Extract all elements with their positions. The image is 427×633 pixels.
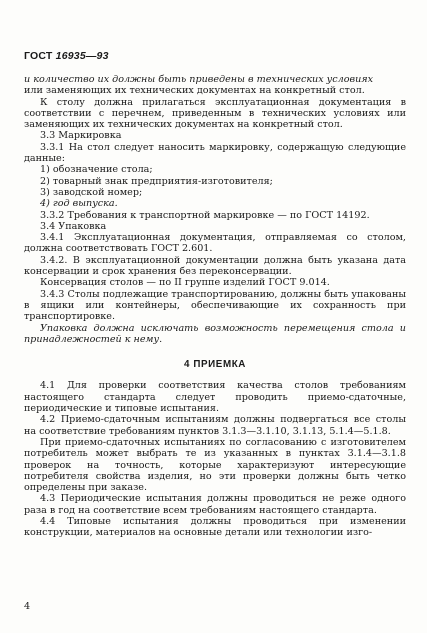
paragraph: 2) товарный знак предприятия-изготовителя; (40, 175, 273, 187)
section-3-text (24, 74, 406, 345)
paragraph: 3.4.2. В эксплуатационной документации должна быть указана дата консервации и срок хранения без переконсервации. (24, 254, 406, 278)
paragraph: 4) год выпуска. (40, 198, 118, 210)
page-header (24, 50, 109, 62)
paragraph: 3.3.1 На стол следует наносить маркировку, содержащую следующие данные: (24, 141, 406, 165)
paragraph: 3.4.1 Эксплуатационная документация, отправляемая со столом, должна соответствовать ГОСТ 2.601. (24, 232, 406, 255)
paragraph: 4.2 Приемо-сдаточным испытаниям должны подвергаться все столы на соответствие требованиям пунктов 3.1.3—3.1.10, 3.1.13, 5.1.4—5.1.8. (24, 414, 406, 437)
paragraph: Консервация столов — по II группе изделий ГОСТ 9.014. (40, 277, 330, 289)
section-title: 4 ПРИЕМКА (184, 359, 246, 371)
paragraph: 4.4 Типовые испытания должны проводиться при изменении конструкции, материалов на основные детали или технологии изго- (24, 515, 406, 539)
paragraph: 4.1 Для проверки соответствия качества столов требованиям настоящего стандарта следует проводить приемо-сдаточные, периодические и типовые испытания. (24, 380, 406, 415)
paragraph: При приемо-сдаточных испытаниях по согласованию с изготовителем потребитель может выбрать те из указанных в пунктах 3.1.4—3.1.8 проверок на точность, которые характеризуют интересующие потребителя свойства изделия, но эти проверки должны быть четко определены при заказе. (24, 436, 406, 494)
paragraph: 4.3 Периодические испытания должны проводиться не реже одного раза в год на соответствие всем требованиям настоящего стандарта. (24, 493, 406, 516)
paragraph: 3.4 Упаковка (40, 220, 107, 232)
paragraph: 3) заводской номер; (40, 186, 143, 198)
paragraph: или заменяющих их технических документах на конкретный стол. (24, 85, 365, 97)
paragraph: 3.4.3 Столы подлежащие транспортированию, должны быть упакованы в ящики или контейнеры, обеспечивающие их сохранность при транспортировке. (24, 288, 406, 323)
paragraph: 3.3.2 Требования к транспортной маркировке — по ГОСТ 14192. (40, 209, 370, 221)
page-body (24, 74, 406, 539)
header-number: 16935—93 (55, 50, 109, 62)
paragraph: 3.3 Маркировка (40, 130, 122, 142)
paragraph: 1) обозначение стола; (40, 164, 153, 176)
section-4-text (24, 380, 406, 538)
paragraph: Упаковка должна исключать возможность перемещения стола и принадлежностей к нему. (24, 322, 406, 345)
header-prefix: ГОСТ (24, 50, 53, 62)
paragraph: К столу должна прилагаться эксплуатационная документация в соответствии с перечнем, приведенным в технических условиях или заменяющих их технических документах на конкретный стол. (24, 96, 406, 131)
page-number: 4 (24, 601, 31, 612)
paragraph: и количество их должны быть приведены в технических условиях (24, 74, 374, 85)
